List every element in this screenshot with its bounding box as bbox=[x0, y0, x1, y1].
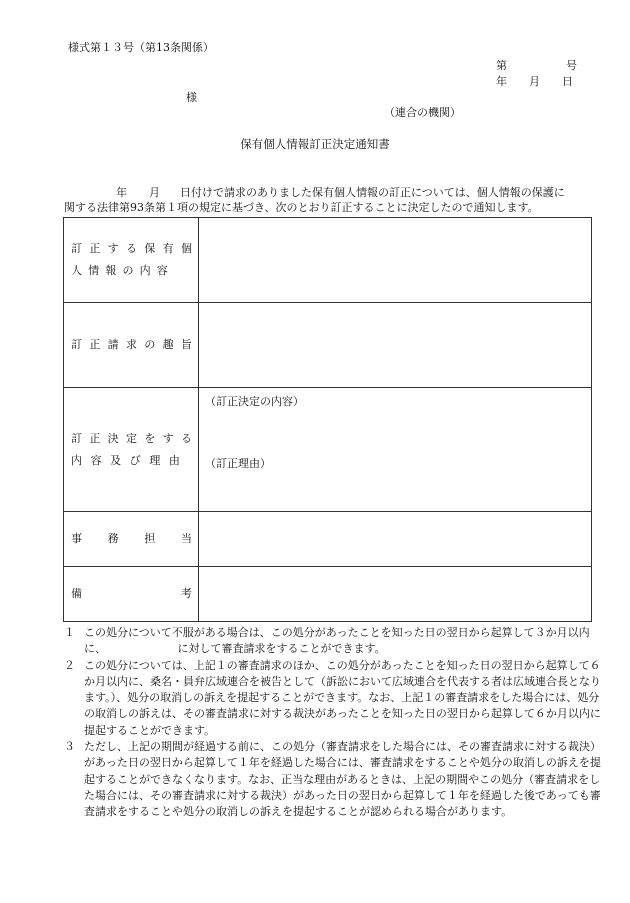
label-char: 訂 bbox=[71, 338, 82, 351]
doc-number-suffix: 号 bbox=[566, 59, 577, 72]
field-staff[interactable] bbox=[199, 512, 592, 567]
label-line bbox=[71, 334, 192, 356]
label-char: 報 bbox=[105, 264, 117, 277]
note-text: この処分については、上記１の審査請求のほか、この処分があったことを知った日の翌日から起算して６か月以内に、桑名・員弁広域連合を被告として（訴訟において広域連合を代表する者は広域連合長となります。）、処分の取消しの訴えを提起することができます。なお、上記１の審査請求をした場合には、処分の取消しの訴えは、その審査請求に対する裁決があったことを知った日の翌日から起算して６か月以内に提起することができます。 bbox=[84, 658, 601, 737]
note-number: １ bbox=[64, 626, 75, 639]
label-remarks bbox=[64, 567, 199, 622]
issue-date-line bbox=[496, 73, 573, 89]
label-decision bbox=[64, 388, 199, 512]
label-char: る bbox=[180, 431, 192, 445]
intro-paragraph bbox=[64, 185, 604, 215]
label-char: 訂 bbox=[71, 431, 82, 445]
label-staff bbox=[64, 512, 199, 567]
label-char: 決 bbox=[107, 431, 119, 445]
correction-decision-table bbox=[63, 217, 592, 622]
date-day: 日 bbox=[562, 75, 573, 88]
label-char: 内 bbox=[139, 264, 151, 277]
note-number: ３ bbox=[64, 740, 75, 754]
document-title: 保有個人情報訂正決定通知書 bbox=[240, 137, 390, 151]
label-char: 旨 bbox=[180, 338, 192, 351]
label-char: を bbox=[144, 431, 156, 445]
table-row-decision bbox=[64, 388, 592, 512]
label-char: 及 bbox=[110, 453, 122, 467]
table-row-staff bbox=[64, 512, 592, 567]
label-char: る bbox=[125, 242, 137, 255]
label-char: 趣 bbox=[162, 338, 174, 351]
label-line bbox=[71, 450, 180, 472]
intro-year: 年 bbox=[116, 186, 127, 199]
label-char: 個 bbox=[180, 242, 192, 255]
label-char: 情 bbox=[88, 264, 100, 277]
label-char: の bbox=[122, 264, 134, 277]
label-char: す bbox=[162, 431, 174, 445]
addressee-suffix: 様 bbox=[186, 91, 197, 104]
note-text: ただし、上記の期間が経過する前に、この処分（審査請求をした場合には、その審査請求に対する裁決）があった日の翌日から起算して１年を経過した場合には、審査請求をすることや処分の取消しの訴えを提起することができなくなります。なお、正当な理由があるときは、上記の期間やこの処分（審査請求をした場合には、その審査請求に対する裁決）があった日の翌日から起算して１年を経過した後であっても審査請求をすることや処分の取消しの訴えを提起することが認められる場合があります。 bbox=[84, 740, 601, 819]
label-char: 請 bbox=[107, 338, 119, 351]
note-number: ２ bbox=[64, 658, 75, 672]
label-char: 正 bbox=[89, 431, 101, 445]
form-number: 様式第１３号（第13条関係） bbox=[68, 41, 214, 54]
note-text: この処分について不服がある場合は、この処分があったことを知った日の翌日から起算して３か月以内に、 に対して審査請求をすることができます。 bbox=[84, 626, 590, 656]
decision-reason-heading: （訂正理由） bbox=[205, 457, 271, 470]
label-char: 考 bbox=[181, 587, 192, 600]
label-char: 有 bbox=[162, 242, 174, 255]
label-char: 正 bbox=[89, 338, 101, 351]
label-request-purpose bbox=[64, 303, 199, 388]
intro-month: 月 bbox=[149, 186, 160, 199]
label-char: 求 bbox=[125, 338, 137, 351]
label-char: 事 bbox=[71, 532, 82, 545]
label-char: び bbox=[129, 453, 141, 467]
label-char: 訂 bbox=[71, 242, 82, 255]
note-item bbox=[64, 625, 606, 658]
table-row-request-purpose bbox=[64, 303, 592, 388]
field-personal-info[interactable] bbox=[199, 218, 592, 303]
label-line bbox=[71, 583, 192, 605]
label-char: 人 bbox=[71, 264, 82, 277]
date-year: 年 bbox=[496, 75, 507, 88]
label-personal-info bbox=[64, 218, 199, 303]
label-char: 保 bbox=[144, 242, 156, 255]
notes-section bbox=[64, 625, 606, 821]
label-char: 備 bbox=[71, 587, 82, 600]
field-request-purpose[interactable] bbox=[199, 303, 592, 388]
field-decision[interactable] bbox=[199, 388, 592, 512]
note-item bbox=[64, 658, 606, 739]
intro-line-2: 関する法律第93条第１項の規定に基づき、次のとおり訂正することに決定したので通知します。 bbox=[64, 201, 539, 214]
date-month: 月 bbox=[529, 75, 540, 88]
table-row-remarks bbox=[64, 567, 592, 622]
document-number-line bbox=[496, 57, 577, 73]
label-char: 理 bbox=[149, 453, 161, 467]
doc-number-prefix: 第 bbox=[496, 59, 507, 72]
label-line bbox=[71, 238, 192, 260]
intro-line-1 bbox=[64, 185, 604, 200]
label-char: 容 bbox=[156, 264, 168, 277]
label-char: 容 bbox=[90, 453, 102, 467]
note-item bbox=[64, 739, 606, 820]
label-char: 正 bbox=[89, 242, 101, 255]
label-line bbox=[71, 260, 168, 282]
label-char: 定 bbox=[125, 431, 137, 445]
label-char: の bbox=[144, 338, 156, 351]
label-char: 務 bbox=[107, 532, 119, 545]
issuer-name: （連合の機関） bbox=[384, 106, 461, 119]
label-line bbox=[71, 428, 192, 450]
intro-line1-text: 日付けで請求のありました保有個人情報の訂正については、個人情報の保護に bbox=[180, 186, 565, 199]
label-char: 当 bbox=[180, 532, 192, 545]
label-char: 内 bbox=[71, 453, 82, 467]
field-remarks[interactable] bbox=[199, 567, 592, 622]
label-char: 担 bbox=[144, 532, 156, 545]
table-row-personal-info bbox=[64, 218, 592, 303]
label-line bbox=[71, 528, 192, 550]
label-char: す bbox=[107, 242, 119, 255]
label-char: 由 bbox=[168, 453, 180, 467]
decision-content-heading: （訂正決定の内容） bbox=[205, 395, 304, 408]
